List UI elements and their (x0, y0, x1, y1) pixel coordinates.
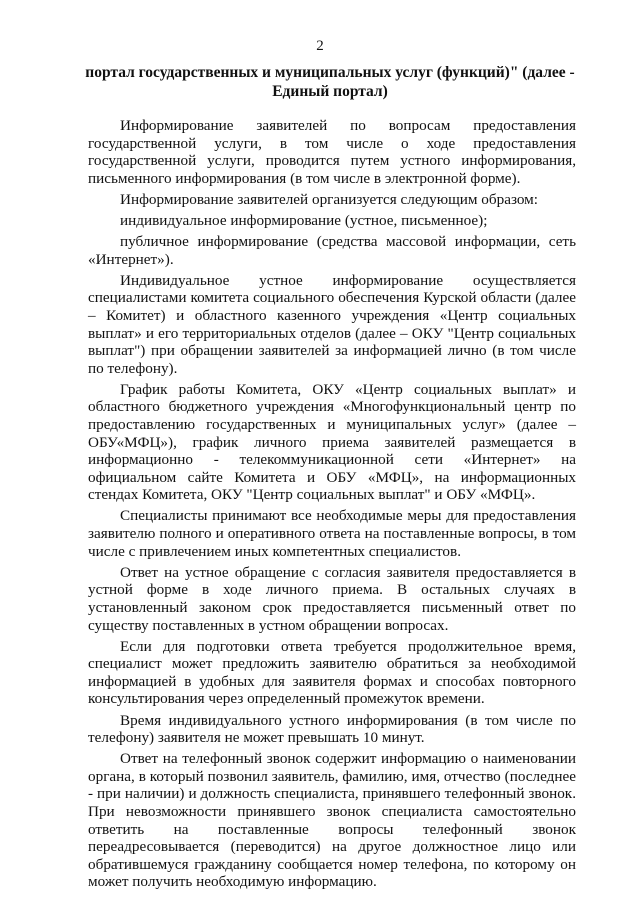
paragraph: Если для подготовки ответа требуется продолжительное время, специалист может предложить заявителю обратиться за необходимой информацией в удобных для заявителя формах и способах повторного консультирования через определенный промежуток времени. (88, 637, 576, 708)
section-heading: портал государственных и муниципальных услуг (функций)" (далее - Единый портал) (85, 64, 575, 100)
body-text (88, 117, 576, 894)
paragraph: публичное информирование (средства массовой информации, сеть «Интернет»). (88, 233, 576, 268)
paragraph: График работы Комитета, ОКУ «Центр социальных выплат» и областного бюджетного учреждения «Многофункциональный центр по предоставлению государственных и муниципальных услуг» (далее – ОБУ«МФЦ»), график личного приема заявителей размещается в информационно - телекоммуникационной сети «Интернет» на официальном сайте Комитета и ОБУ «МФЦ», на информационных стендах Комитета, ОКУ "Центр социальных выплат" и ОБУ «МФЦ». (88, 380, 576, 504)
paragraph: Информирование заявителей по вопросам предоставления государственной услуги, в том числе о ходе предоставления государственной услуги, проводится путем устного информирования, письменного информирования (в том числе в электронной форме). (88, 117, 576, 187)
paragraph: Ответ на телефонный звонок содержит информацию о наименовании органа, в который позвонил заявитель, фамилию, имя, отчество (последнее - при наличии) и должность специалиста, принявшего телефонный звонок. При невозможности принявшего звонок специалиста самостоятельно ответить на поставленные вопросы телефонный звонок переадресовывается (переводится) на другое должностное лицо или обратившемуся гражданину сообщается номер телефона, по которому он может получить необходимую информацию. (88, 750, 576, 891)
paragraph: Время индивидуального устного информирования (в том числе по телефону) заявителя не может превышать 10 минут. (88, 711, 576, 747)
page-number: 2 (316, 38, 324, 54)
paragraph: Ответ на устное обращение с согласия заявителя предоставляется в устной форме в ходе личного приема. В остальных случаях в установленный законом срок предоставляется письменный ответ по существу поставленных в устном обращении вопросах. (88, 563, 576, 634)
paragraph: Специалисты принимают все необходимые меры для предоставления заявителю полного и оперативного ответа на поставленные вопросы, в том числе с привлечением иных компетентных специалистов. (88, 507, 576, 560)
paragraph: индивидуальное информирование (устное, письменное); (120, 211, 488, 229)
paragraph: Индивидуальное устное информирование осуществляется специалистами комитета социального обеспечения Курской области (далее – Комитет) и областного казенного учреждения «Центр социальных выплат» и его территориальных отделов (далее – ОКУ "Центр социальных выплат") при обращении заявителей за информацией лично (в том числе по телефону). (88, 271, 576, 377)
paragraph: Информирование заявителей организуется следующим образом: (120, 190, 539, 208)
